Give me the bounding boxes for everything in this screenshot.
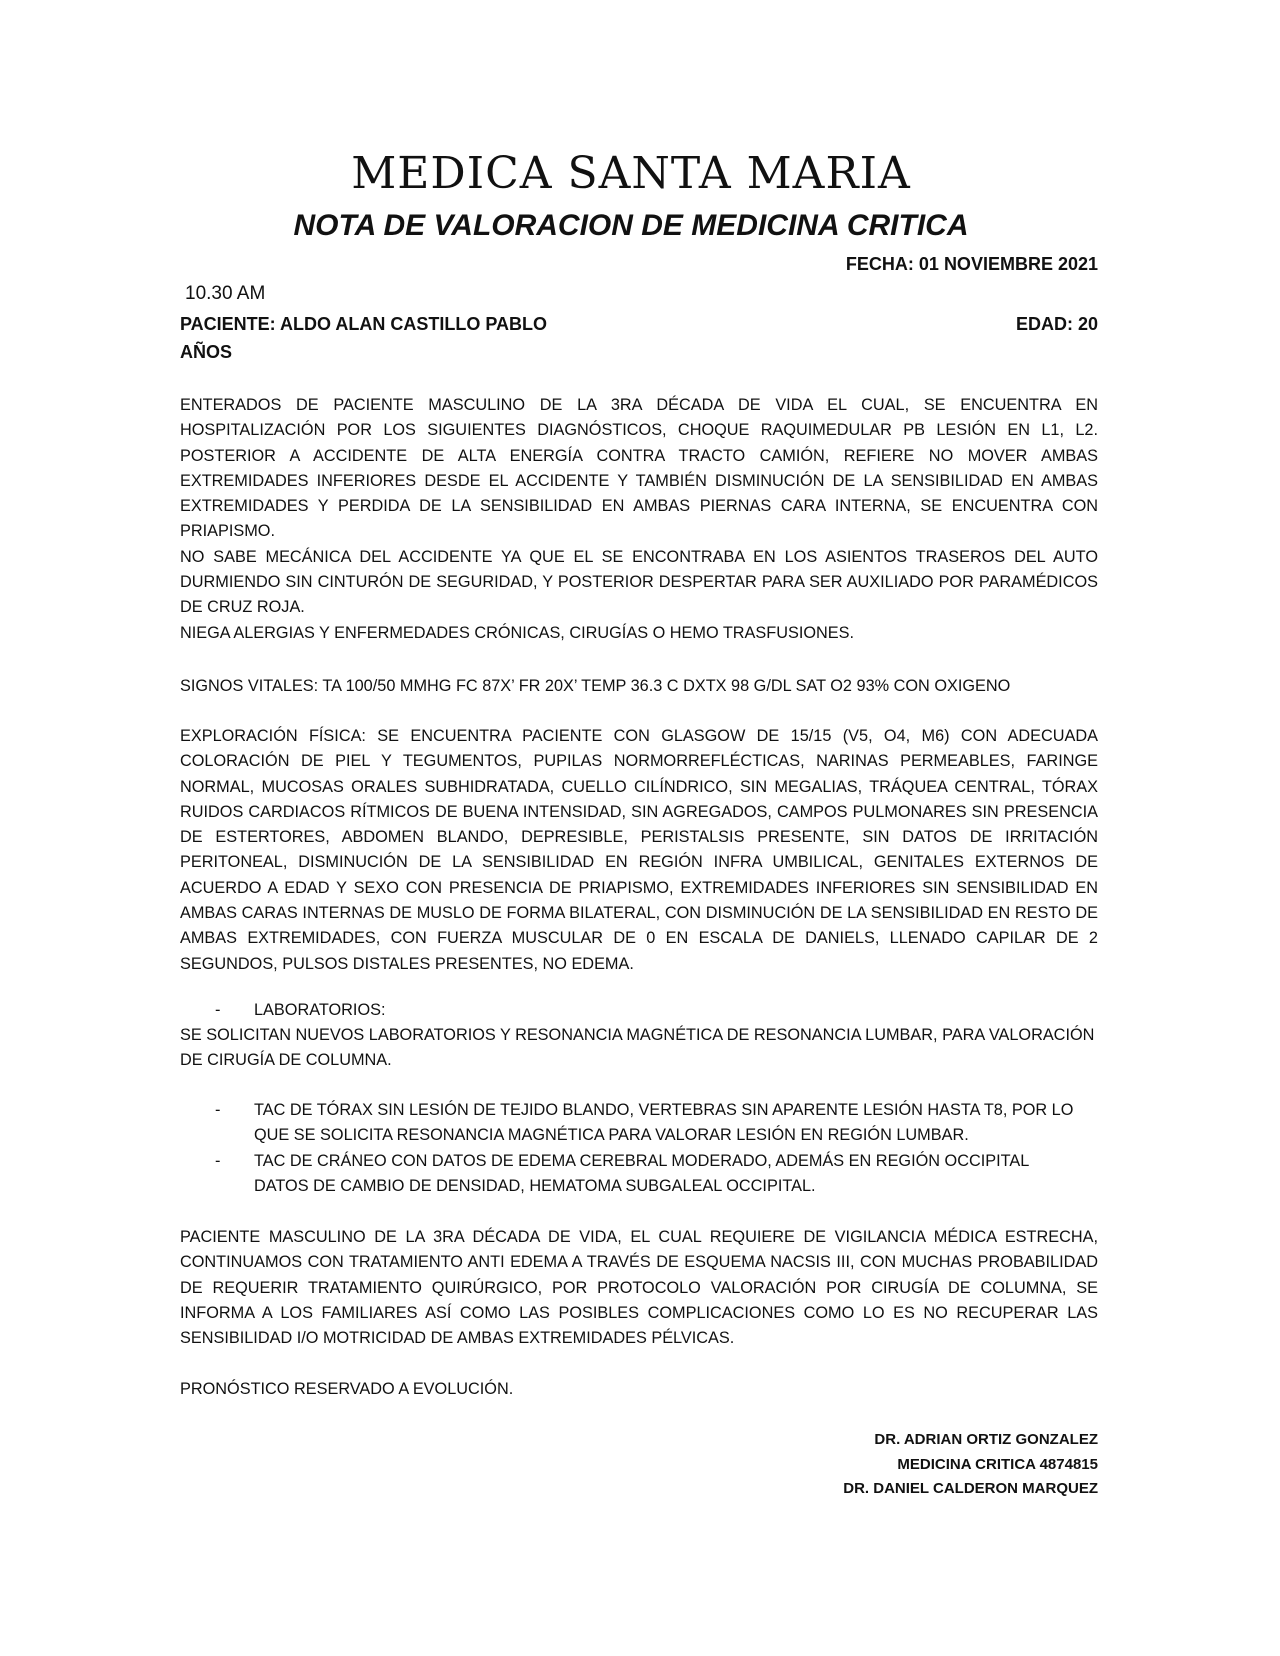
history-paragraph-1: ENTERADOS DE PACIENTE MASCULINO DE LA 3RA DÉCADA DE VIDA EL CUAL, SE ENCUENTRA EN HOSPITALIZACIÓN POR LOS SIGUIENTES DIAGNÓSTICOS, CHOQUE RAQUIMEDULAR PB LESIÓN EN L1, L2. POSTERIOR A ACCIDENTE DE ALTA ENERGÍA CONTRA TRACTO CAMIÓN, REFIERE NO MOVER AMBAS EXTREMIDADES INFERIORES DESDE EL ACCIDENTE Y TAMBIÉN DISMINUCIÓN DE LA SENSIBILIDAD EN AMBAS EXTREMIDADES Y PERDIDA DE LA SENSIBILIDAD EN AMBAS PIERNAS CARA INTERNA, SE ENCUENTRA CON PRIAPISMO. <box>180 396 1098 541</box>
plan-paragraph: PACIENTE MASCULINO DE LA 3RA DÉCADA DE VIDA, EL CUAL REQUIERE DE VIGILANCIA MÉDICA ESTRECHA, CONTINUAMOS CON TRATAMIENTO ANTI EDEMA A TRAVÉS DE ESQUEMA NACSIS III, CON MUCHAS PROBABILIDAD DE REQUERIR TRATAMIENTO QUIRÚRGICO, POR PROTOCOLO VALORACIÓN POR CIRUGÍA DE COLUMNA, SE INFORMA A LOS FAMILIARES ASÍ COMO LAS POSIBLES COMPLICACIONES COMO LO ES NO RECUPERAR LAS SENSIBILIDAD I/O MOTRICIDAD DE AMBAS EXTREMIDADES PÉLVICAS. <box>180 1228 1098 1348</box>
institution-title: MEDICA SANTA MARIA <box>351 148 911 199</box>
bullet-dash: - <box>215 1151 221 1170</box>
time-line: 10.30 AM <box>185 283 266 304</box>
history-section <box>180 393 1098 646</box>
doctor-name-1: DR. ADRIAN ORTIZ GONZALEZ <box>874 1431 1098 1448</box>
finding-text: TAC DE TÓRAX SIN LESIÓN DE TEJIDO BLANDO, VERTEBRAS SIN APARENTE LESIÓN HASTA T8, POR LO QUE SE SOLICITA RESONANCIA MAGNÉTICA PARA VALORAR LESIÓN EN REGIÓN LUMBAR. <box>254 1101 1074 1145</box>
patient-age-line: EDAD: 20 <box>1015 314 1098 334</box>
note-title: NOTA DE VALORACION DE MEDICINA CRITICA <box>293 209 969 242</box>
labs-heading-item <box>180 998 1098 1023</box>
patient-age-unit: AÑOS <box>180 342 233 362</box>
signature-block <box>843 1428 1098 1502</box>
finding-text: TAC DE CRÁNEO CON DATOS DE EDEMA CEREBRAL MODERADO, ADEMÁS EN REGIÓN OCCIPITAL DATOS DE CAMBIO DE DENSIDAD, HEMATOMA SUBGALEAL OCCIPITAL. <box>254 1151 1029 1195</box>
labs-request: SE SOLICITAN NUEVOS LABORATORIOS Y RESONANCIA MAGNÉTICA DE RESONANCIA LUMBAR, PARA VALORACIÓN DE CIRUGÍA DE COLUMNA. <box>180 1026 1095 1070</box>
doctor-specialty: MEDICINA CRITICA 4874815 <box>897 1455 1098 1473</box>
date-line: FECHA: 01 NOVIEMBRE 2021 <box>845 254 1098 274</box>
vital-signs: SIGNOS VITALES: TA 100/50 MMHG FC 87X’ FR 20X’ TEMP 36.3 C DXTX 98 G/DL SAT O2 93% CON OXIGENO <box>180 677 1011 695</box>
physical-exam: EXPLORACIÓN FÍSICA: SE ENCUENTRA PACIENTE CON GLASGOW DE 15/15 (V5, O4, M6) CON ADECUADA COLORACIÓN DE PIEL Y TEGUMENTOS, PUPILAS NORMORREFLÉCTICAS, NARINAS PERMEABLES, FARINGE NORMAL, MUCOSAS ORALES SUBHIDRATADA, CUELLO CILÍNDRICO, SIN MEGALIAS, TRÁQUEA CENTRAL, TÓRAX RUIDOS CARDIACOS RÍTMICOS DE BUENA INTENSIDAD, SIN AGREGADOS, CAMPOS PULMONARES SIN PRESENCIA DE ESTERTORES, ABDOMEN BLANDO, DEPRESIBLE, PERISTALSIS PRESENTE, SIN DATOS DE IRRITACIÓN PERITONEAL, DISMINUCIÓN DE LA SENSIBILIDAD EN REGIÓN INFRA UMBILICAL, GENITALES EXTERNOS DE ACUERDO A EDAD Y SEXO CON PRESENCIA DE PRIAPISMO, EXTREMIDADES INFERIORES SIN SENSIBILIDAD EN AMBAS CARAS INTERNAS DE MUSLO DE FORMA BILATERAL, CON DISMINUCIÓN DE LA SENSIBILIDAD EN RESTO DE AMBAS EXTREMIDADES, CON FUERZA MUSCULAR DE 0 EN ESCALA DE DANIELS, LLENADO CAPILAR DE 2 SEGUNDOS, PULSOS DISTALES PRESENTES, NO EDEMA. <box>180 727 1098 973</box>
prognosis: PRONÓSTICO RESERVADO A EVOLUCIÓN. <box>180 1380 514 1398</box>
patient-name-line: PACIENTE: ALDO ALAN CASTILLO PABLO <box>180 314 547 334</box>
labs-heading: LABORATORIOS: <box>254 1001 386 1019</box>
bullet-dash: - <box>215 1001 221 1019</box>
list-item <box>180 1098 1074 1149</box>
list-item <box>180 1149 1074 1200</box>
labs-heading-row <box>180 998 1098 1023</box>
history-paragraph-3: NIEGA ALERGIAS Y ENFERMEDADES CRÓNICAS, CIRUGÍAS O HEMO TRASFUSIONES. <box>180 623 855 642</box>
imaging-findings-list <box>180 1098 1098 1199</box>
history-paragraph-2: NO SABE MECÁNICA DEL ACCIDENTE YA QUE EL SE ENCONTRABA EN LOS ASIENTOS TRASEROS DEL AUTO DURMIENDO SIN CINTURÓN DE SEGURIDAD, Y POSTERIOR DESPERTAR PARA SER AUXILIADO POR PARAMÉDICOS DE CRUZ ROJA. <box>180 547 1098 617</box>
doctor-name-2: DR. DANIEL CALDERON MARQUEZ <box>843 1480 1098 1497</box>
bullet-dash: - <box>215 1101 221 1119</box>
